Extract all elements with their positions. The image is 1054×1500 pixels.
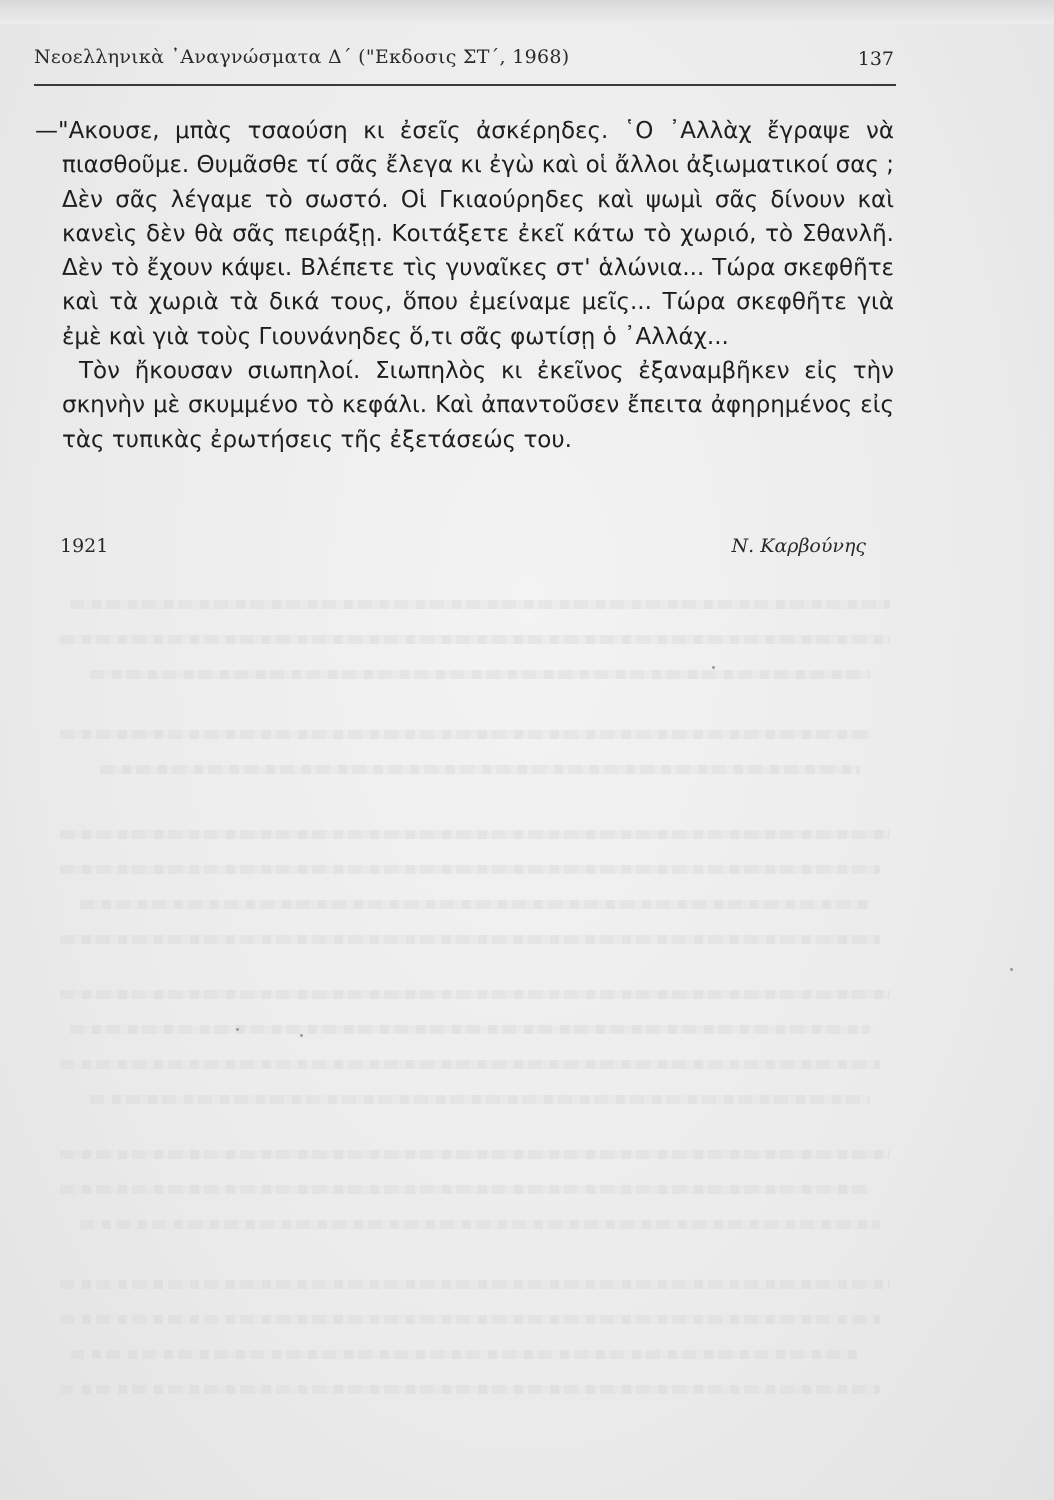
page-top-shadow bbox=[0, 0, 1054, 24]
signature-row bbox=[60, 535, 866, 567]
print-speck bbox=[1010, 968, 1013, 971]
signature-author: Ν. Καρβούνης bbox=[731, 535, 866, 557]
bleed-through-texture bbox=[60, 580, 910, 1460]
header-rule bbox=[34, 84, 896, 86]
print-speck bbox=[712, 666, 715, 669]
paragraph: —"Ακουσε, μπὰς τσαούση κι ἐσεῖς ἀσκέρηδες. ῾Ο ᾿Αλλὰχ ἔγραψε νὰ πιασθοῦμε. Θυμᾶσθε τί σᾶς ἔλεγα κι ἐγὼ καὶ οἱ ἄλλοι ἀξιωματικοί σας ; Δὲν σᾶς λέγαμε τὸ σωστό. Οἱ Γκιαούρηδες καὶ ψωμὶ σᾶς δίνουν καὶ κανεὶς δὲν θὰ σᾶς πειράξῃ. Κοιτάξετε ἐκεῖ κάτω τὸ χωριό, τὸ Σθανλῆ. Δὲν τὸ ἔχουν κάψει. Βλέπετε τὶς γυναῖκες στ' ἁλώνια... Τώρα σκεφθῆτε καὶ τὰ χωριὰ τὰ δικά τους, ὅπου ἐμείναμε μεῖς... Τώρα σκεφθῆτε γιὰ ἐμὲ καὶ γιὰ τοὺς Γιουνάνηδες ὅ,τι σᾶς φωτίσῃ ὁ ᾿Αλλάχ... bbox=[35, 118, 894, 350]
header-title: Νεοελληνικὰ ᾿Αναγνώσματα Δ΄ ("Εκδοσις ΣΤ΄, 1968) bbox=[34, 46, 570, 68]
print-speck bbox=[236, 1028, 239, 1031]
print-speck bbox=[300, 1034, 303, 1037]
paragraph: Τὸν ἤκουσαν σιωπηλοί. Σιωπηλὸς κι ἐκεῖνος ἐξαναμβῆκεν εἰς τὴν σκηνὴν μὲ σκυμμένο τὸ κεφάλι. Καὶ ἀπαντοῦσεν ἔπειτα ἀφηρημένος εἰς τὰς τυπικὰς ἐρωτήσεις τῆς ἐξετάσεώς του. bbox=[62, 358, 894, 453]
body-text bbox=[35, 114, 894, 457]
page-number: 137 bbox=[857, 48, 894, 70]
running-header bbox=[34, 44, 894, 80]
signature-year: 1921 bbox=[60, 535, 109, 557]
